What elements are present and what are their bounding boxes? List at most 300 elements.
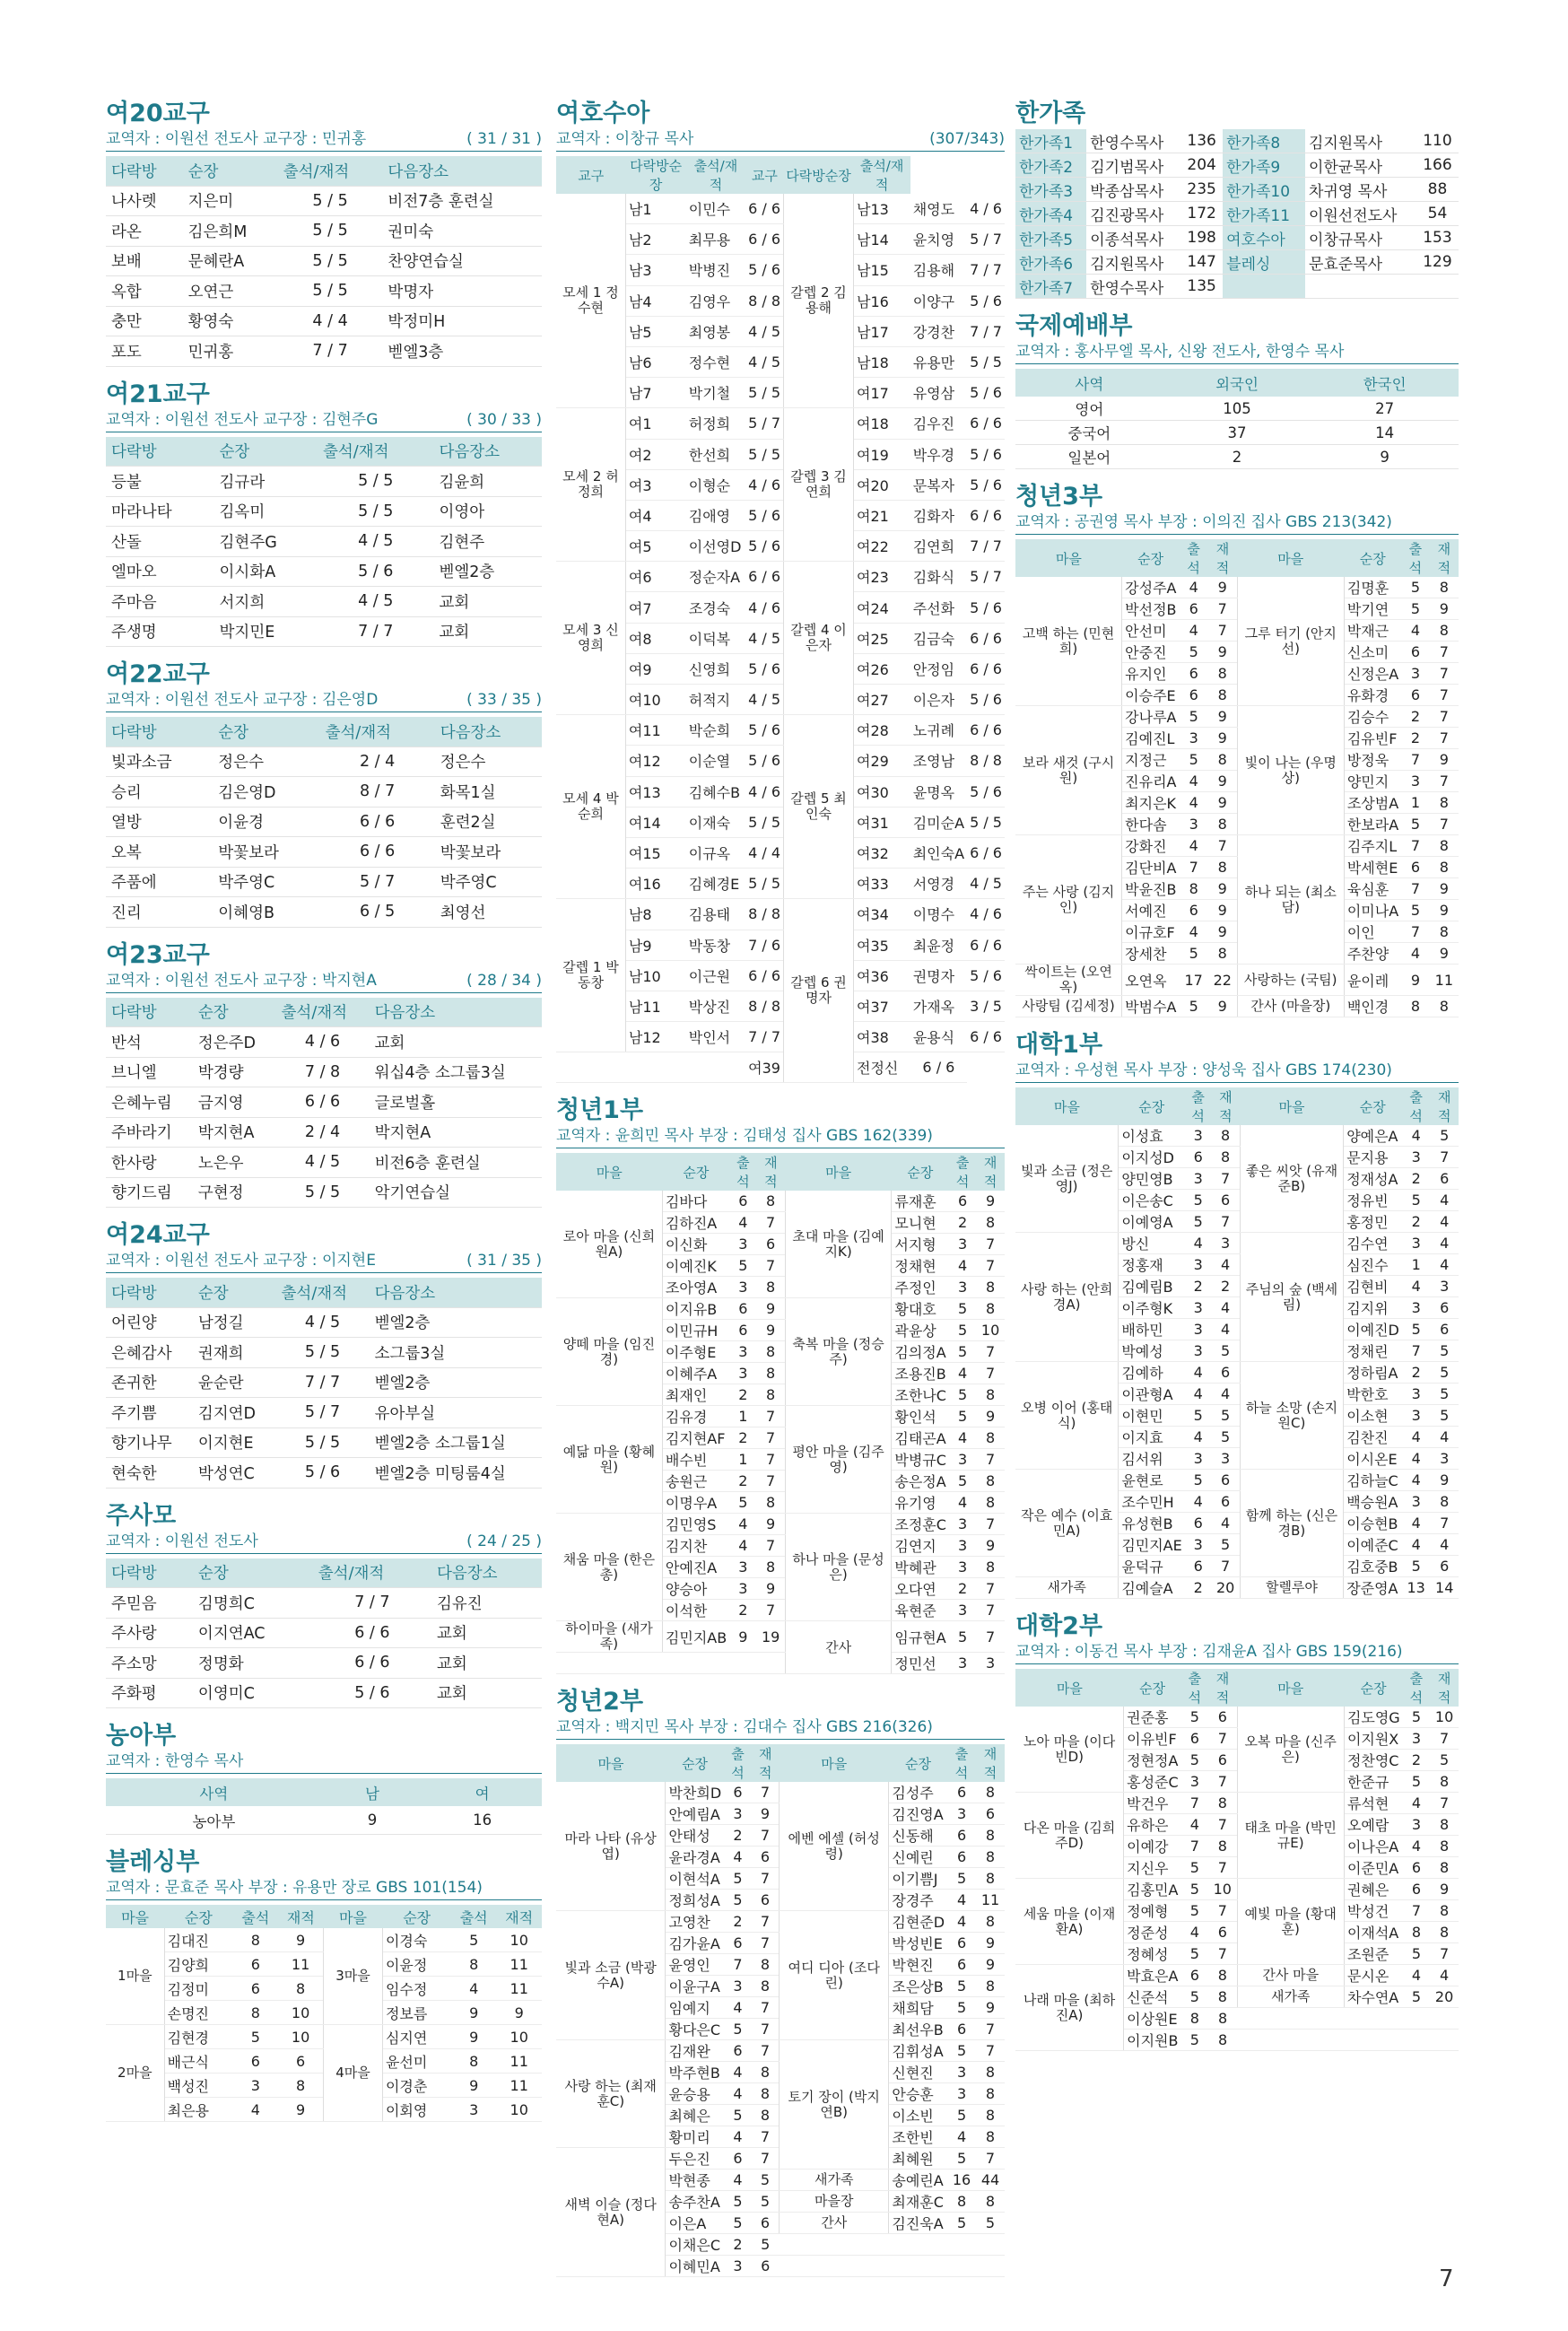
attend-count: 7 <box>1402 1340 1431 1362</box>
table-cell: 이시화A <box>214 556 318 587</box>
table-cell: 2 / 4 <box>320 746 435 777</box>
leader-name: 홍정민 <box>1344 1211 1402 1233</box>
leader-name: 문시온 <box>1344 1965 1402 1986</box>
leader-name: 신준석 <box>1124 1986 1181 2008</box>
cell-code: 여3 <box>625 469 685 500</box>
enroll-count: 8 <box>976 1298 1005 1320</box>
attend-count: 3 <box>947 2083 976 2105</box>
attend-count: 9 <box>729 1621 756 1653</box>
empty-cell <box>686 1052 745 1083</box>
leader-name: 이유빈F <box>1124 1728 1181 1750</box>
attend-count: 8 <box>451 2049 497 2073</box>
table-cell: 글로벌홀 <box>370 1087 542 1118</box>
yeoho-section <box>556 99 1005 1083</box>
group-label: 마을장 <box>780 2191 889 2213</box>
section-info <box>556 1717 1005 1740</box>
attend-count: 4 <box>1180 771 1208 792</box>
column-header: 순장 <box>1119 1087 1185 1125</box>
leader-name: 김지현AF <box>662 1427 729 1449</box>
table-cell: 105 <box>1163 397 1311 421</box>
column-header: 순장 <box>662 1153 729 1191</box>
leader-name: 이미나A <box>1344 900 1401 921</box>
table-cell: 7 / 7 <box>276 1367 370 1398</box>
attend-count: 7 <box>1180 857 1208 878</box>
attend-count: 5 <box>949 1384 976 1406</box>
leader-name: 이승주E <box>1122 685 1180 706</box>
column-header: 순장 <box>183 156 278 186</box>
enroll-count: 11 <box>496 2049 542 2073</box>
column-header: 다음장소 <box>382 156 542 186</box>
attend-count: 2 <box>729 1427 756 1449</box>
table-cell: 교회 <box>431 1678 542 1708</box>
leader-name: 최선우B <box>889 2019 947 2040</box>
column-header: 외국인 <box>1163 369 1311 397</box>
attend-count: 4 <box>1402 1534 1431 1556</box>
table-row <box>1015 577 1459 598</box>
attend-count: 5 <box>724 2105 752 2126</box>
attend-count: 3 <box>949 1449 976 1471</box>
attend-count: 2 <box>724 2234 752 2256</box>
table-cell: 7 / 8 <box>276 1057 370 1087</box>
leader-name: 김민지AE <box>1119 1534 1185 1556</box>
attend-count: 6 <box>233 1977 279 2001</box>
attend-ratio: 5 / 6 <box>745 746 783 776</box>
attend-count: 4 <box>1185 1233 1212 1254</box>
leader-name: 박성건 <box>1344 1900 1402 1922</box>
staff-info: 교역자 : 이원선 전도사 교구장 : 김현주G <box>106 410 379 429</box>
section-title: 여20교구 <box>106 100 210 127</box>
table-cell: 129 <box>1416 250 1459 275</box>
attend-ratio: 7 / 6 <box>745 930 783 960</box>
cell-code: 여18 <box>853 408 910 439</box>
leader-name: 이예강 <box>1124 1836 1181 1857</box>
leader-name: 이덕복 <box>686 623 745 653</box>
group-label: 양떼 마을 (임진경) <box>556 1298 662 1406</box>
enroll-count: 7 <box>976 1255 1005 1277</box>
attend-count: 9 <box>451 2001 497 2025</box>
cell-code: 여25 <box>853 623 910 653</box>
enroll-count: 5 <box>1430 1125 1459 1147</box>
table-row <box>1015 178 1459 202</box>
enroll-count: 6 <box>1430 1319 1459 1340</box>
attend-count: 4 <box>1181 1814 1208 1836</box>
column-header: 다락방 <box>106 1558 193 1588</box>
attend-count: 4 <box>1403 1836 1430 1857</box>
leader-name: 심진수 <box>1344 1254 1402 1276</box>
table-cell: 훈련2실 <box>435 807 542 837</box>
leader-name: 김성주 <box>889 1782 947 1803</box>
table-header-row <box>556 156 1005 194</box>
attend-count: 4 <box>949 1363 976 1384</box>
table-row <box>106 1928 542 1952</box>
attend-count: 3 <box>451 2098 497 2122</box>
column-header: 출석 <box>1181 1669 1208 1707</box>
attend-ratio: 4 / 6 <box>745 776 783 807</box>
enroll-count: 7 <box>1430 663 1459 685</box>
attend-count: 5 <box>729 1255 756 1277</box>
table-cell: 문혜란A <box>183 246 278 276</box>
enroll-count: 10 <box>1208 1879 1237 1900</box>
enroll-count: 8 <box>752 2062 780 2083</box>
attend-count: 4 <box>1181 1922 1208 1943</box>
attend-count: 2 <box>724 1911 752 1933</box>
leader-name: 박범수A <box>1122 996 1180 1017</box>
attend-count: 3 <box>949 1600 976 1621</box>
enroll-count: 14 <box>1430 1577 1459 1599</box>
empty-cell <box>1237 2030 1344 2051</box>
leader-name: 최인숙A <box>910 837 967 868</box>
leader-name: 정유빈 <box>1344 1190 1402 1211</box>
table-cell <box>1416 275 1459 299</box>
leader-name: 이주형K <box>1119 1297 1185 1319</box>
attend-count: 9 <box>1401 965 1429 996</box>
table-row <box>556 194 1005 224</box>
leader-name: 김용태 <box>686 899 745 930</box>
staff-info: 교역자 : 이원선 전도사 교구장 : 박지현A <box>106 971 377 990</box>
enroll-count: 8 <box>976 1277 1005 1298</box>
enroll-count: 11 <box>1430 965 1459 996</box>
leader-name: 김진욱A <box>889 2213 947 2234</box>
attend-count: 6 <box>1403 1857 1430 1879</box>
attendance-count: ( 24 / 25 ) <box>466 1532 542 1550</box>
table-cell: 화목1실 <box>435 777 542 808</box>
column-header: 여 <box>422 1778 542 1806</box>
enroll-count: 8 <box>1430 1857 1459 1879</box>
middle-column <box>556 99 1005 2290</box>
table-header-row <box>106 1905 542 1928</box>
table-cell: 한가족8 <box>1223 129 1305 153</box>
leader-name: 최윤정 <box>910 930 967 960</box>
table-header-row <box>106 717 542 746</box>
enroll-count: 4 <box>1212 1254 1241 1276</box>
leader-name: 박세현E <box>1344 857 1401 878</box>
table-cell: 은혜누림 <box>106 1087 193 1118</box>
column-header: 다락방순장 <box>625 156 685 194</box>
enroll-count: 8 <box>756 1492 785 1514</box>
leader-name: 김지찬 <box>662 1535 729 1557</box>
attend-count: 8 <box>1181 2008 1208 2030</box>
attend-count: 3 <box>1403 1814 1430 1836</box>
attend-count: 4 <box>1180 577 1208 598</box>
group-label: 모세 1 정수현 <box>556 194 625 408</box>
empty-cell <box>662 1653 729 1674</box>
table-cell: 5 / 5 <box>276 1177 370 1208</box>
attend-count: 5 <box>947 1976 976 1997</box>
attend-ratio: 4 / 6 <box>745 469 783 500</box>
enroll-count: 8 <box>1208 1836 1237 1857</box>
cell-code: 여9 <box>625 653 685 684</box>
leader-name: 김가윤A <box>666 1933 724 1954</box>
table-row <box>556 1514 1005 1535</box>
table-cell: 한가족5 <box>1015 226 1086 250</box>
table-cell: 한가족2 <box>1015 153 1086 178</box>
enroll-count: 7 <box>756 1406 785 1427</box>
table-cell: 한가족1 <box>1015 129 1086 153</box>
enroll-count: 9 <box>1430 598 1459 620</box>
table-row <box>106 336 542 367</box>
attend-count: 3 <box>949 1277 976 1298</box>
leader-name: 이회영 <box>382 2098 450 2122</box>
leader-name: 서영경 <box>910 869 967 899</box>
enroll-count: 7 <box>1208 1857 1237 1879</box>
enroll-count: 4 <box>1212 1384 1241 1405</box>
group-label: 사랑팀 (김세정) <box>1015 996 1122 1017</box>
empty-cell <box>780 2256 889 2277</box>
attend-ratio: 5 / 7 <box>967 562 1005 592</box>
district-table <box>106 156 542 367</box>
column-header: 순장 <box>666 1744 724 1782</box>
leader-name: 김주지L <box>1344 835 1401 857</box>
column-header: 순장 <box>1344 1669 1402 1707</box>
group-label: 평안 마을 (김주영) <box>785 1406 892 1514</box>
table-row <box>106 1648 542 1679</box>
enroll-count: 7 <box>756 1471 785 1492</box>
attend-ratio: 7 / 7 <box>967 531 1005 562</box>
enroll-count: 8 <box>752 2083 780 2105</box>
leader-name: 이예진K <box>662 1255 729 1277</box>
column-header: 순장 <box>1122 539 1180 577</box>
attend-count: 4 <box>729 1514 756 1535</box>
group-label: 사랑하는 (국팀) <box>1237 965 1344 996</box>
table-row <box>1015 153 1459 178</box>
table-header-row <box>1015 1087 1459 1125</box>
table-cell: 이혜영B <box>213 897 319 928</box>
leader-name: 이소빈 <box>889 2105 947 2126</box>
leader-name: 조경숙 <box>686 592 745 623</box>
enroll-count: 5 <box>1212 1534 1241 1556</box>
enroll-count: 8 <box>1430 1836 1459 1857</box>
cell-code: 남14 <box>853 224 910 255</box>
enroll-count: 7 <box>756 1600 785 1621</box>
table-cell: 4 / 5 <box>318 587 433 617</box>
cell-code: 여13 <box>625 776 685 807</box>
leader-name: 장준영A <box>1344 1577 1402 1599</box>
college2-section <box>1015 1611 1459 2051</box>
enroll-count: 9 <box>1208 792 1237 814</box>
enroll-count: 8 <box>976 1868 1005 1890</box>
attend-count: 3 <box>949 1234 976 1255</box>
attend-count: 5 <box>1401 577 1429 598</box>
enroll-count: 9 <box>1208 771 1237 792</box>
table-row <box>556 1406 1005 1427</box>
attend-count: 6 <box>1185 1513 1212 1534</box>
table-cell: 승리 <box>106 777 213 808</box>
table-cell: 5 / 5 <box>278 186 383 216</box>
attend-count: 4 <box>724 1997 752 2019</box>
enroll-count: 7 <box>1430 706 1459 728</box>
table-cell: 교회 <box>370 1027 542 1058</box>
table-cell: 김유진 <box>431 1588 542 1619</box>
table-row <box>106 1806 542 1835</box>
leader-name: 김혜수B <box>686 776 745 807</box>
enroll-count: 10 <box>278 2025 324 2049</box>
leader-name: 두은진 <box>666 2148 724 2169</box>
attend-ratio: 6 / 6 <box>967 408 1005 439</box>
table-cell: 김현주 <box>433 527 542 557</box>
attend-count: 4 <box>1402 1125 1431 1147</box>
enroll-count: 5 <box>1212 1340 1241 1362</box>
enroll-count: 7 <box>756 1255 785 1277</box>
enroll-count: 8 <box>976 1782 1005 1803</box>
attend-count: 4 <box>1402 1470 1431 1491</box>
leader-name: 신영희 <box>686 653 745 684</box>
attend-ratio: 5 / 6 <box>745 653 783 684</box>
attend-ratio: 5 / 6 <box>745 500 783 530</box>
section-info <box>556 1126 1005 1148</box>
cell-code: 여30 <box>853 776 910 807</box>
section-title: 청년1부 <box>556 1096 644 1125</box>
enroll-count: 8 <box>278 2073 324 2098</box>
column-header: 출석 <box>729 1153 756 1191</box>
leader-name: 김재완 <box>666 2040 724 2062</box>
enroll-count: 8 <box>1430 792 1459 814</box>
enroll-count: 10 <box>496 2098 542 2122</box>
group-label: 오복 마을 (신주은) <box>1237 1707 1344 1793</box>
enroll-count: 9 <box>976 1954 1005 1976</box>
table-cell: 김옥미 <box>214 496 318 527</box>
attend-count: 8 <box>947 2191 976 2213</box>
leader-name: 한보라A <box>1344 814 1401 835</box>
leader-name: 주선화 <box>910 592 967 623</box>
group-label: 할렐루야 <box>1240 1577 1343 1599</box>
attend-count: 7 <box>1401 835 1429 857</box>
group-table <box>556 1744 1005 2277</box>
column-header: 다락방 <box>106 717 213 746</box>
cell-code: 여6 <box>625 562 685 592</box>
attend-ratio: 7 / 7 <box>745 1022 783 1052</box>
column-header: 마을 <box>1240 1087 1343 1125</box>
enroll-count: 8 <box>1430 577 1459 598</box>
table-row <box>1015 965 1459 996</box>
table-cell: 박꽃보라 <box>213 837 319 868</box>
attend-ratio: 5 / 6 <box>967 469 1005 500</box>
attend-count: 6 <box>1180 685 1208 706</box>
table-cell: 정은수 <box>435 746 542 777</box>
attend-count: 2 <box>1403 1750 1430 1771</box>
attend-count: 5 <box>1180 642 1208 663</box>
column-header: 재적 <box>1430 539 1459 577</box>
leader-name: 이예진D <box>1344 1319 1402 1340</box>
enroll-count: 7 <box>976 1621 1005 1653</box>
attend-ratio: 8 / 8 <box>967 746 1005 776</box>
enroll-count: 7 <box>1430 1943 1459 1965</box>
district-table <box>106 998 542 1209</box>
leader-name: 김단비A <box>1122 857 1180 878</box>
enroll-count: 9 <box>1430 878 1459 900</box>
column-header: 재적 <box>496 1905 542 1928</box>
attend-count: 5 <box>1181 1707 1208 1728</box>
attend-count: 3 <box>949 1535 976 1557</box>
table-cell: 현숙한 <box>106 1458 193 1489</box>
attend-count: 6 <box>947 1825 976 1846</box>
leader-name: 윤승용 <box>666 2083 724 2105</box>
leader-name: 신현진 <box>889 2062 947 2083</box>
table-cell: 여호수아 <box>1223 226 1305 250</box>
column-header: 재적 <box>1212 1087 1241 1125</box>
table-cell: 향기드림 <box>106 1177 193 1208</box>
leader-name: 조한빈 <box>889 2126 947 2148</box>
leader-name: 유하은 <box>1124 1814 1181 1836</box>
attend-ratio: 4 / 5 <box>745 623 783 653</box>
leader-name: 김연희 <box>910 531 967 562</box>
table-row <box>1015 129 1459 153</box>
leader-name: 정재성A <box>1344 1168 1402 1190</box>
youth2-section <box>556 1687 1005 2277</box>
attend-count: 5 <box>1180 996 1208 1017</box>
leader-name: 최영봉 <box>686 316 745 346</box>
leader-name: 유성현B <box>1119 1513 1185 1534</box>
section-info <box>106 971 542 993</box>
table-cell: 김기범목사 <box>1086 153 1180 178</box>
column-header: 남 <box>322 1778 422 1806</box>
attend-count: 5 <box>1181 1879 1208 1900</box>
attend-count: 6 <box>724 2040 752 2062</box>
district-section <box>106 99 542 367</box>
table-cell: 88 <box>1416 178 1459 202</box>
table-cell: 존귀한 <box>106 1367 193 1398</box>
cell-code: 여4 <box>625 500 685 530</box>
enroll-count: 9 <box>1208 577 1237 598</box>
section-title: 국제예배부 <box>1015 312 1133 340</box>
leader-name: 백승원A <box>1344 1491 1402 1513</box>
enroll-count: 10 <box>496 1928 542 1952</box>
leader-name: 김화자 <box>910 500 967 530</box>
district-section <box>106 1501 542 1709</box>
cell-code: 여15 <box>625 837 685 868</box>
table-cell: 반석 <box>106 1027 193 1058</box>
leader-name: 김진영A <box>889 1803 947 1825</box>
staff-info: 교역자 : 공권영 목사 부장 : 이의진 집사 GBS 213(342) <box>1015 513 1392 531</box>
youth1-section <box>556 1096 1005 1674</box>
leader-name: 노귀례 <box>910 715 967 746</box>
table-cell: 이지현E <box>193 1427 276 1458</box>
group-label: 채움 마을 (한은총) <box>556 1514 662 1621</box>
staff-info: 교역자 : 백지민 목사 부장 : 김대수 집사 GBS 216(326) <box>556 1718 933 1737</box>
attend-count: 4 <box>233 2098 279 2122</box>
table-cell: 권재희 <box>193 1338 276 1368</box>
leader-name: 최은용 <box>164 2098 232 2122</box>
leader-name: 이지유B <box>662 1298 729 1320</box>
enroll-count: 6 <box>1208 1707 1237 1728</box>
column-header: 마을 <box>780 1744 889 1782</box>
table-cell: 최영선 <box>435 897 542 928</box>
table-cell: 주소망 <box>106 1648 193 1679</box>
attend-count: 7 <box>1401 878 1429 900</box>
enroll-count: 9 <box>1430 1879 1459 1900</box>
leader-name: 이근원 <box>686 960 745 991</box>
cell-code: 여39 <box>745 1052 783 1083</box>
table-cell: 브니엘 <box>106 1057 193 1087</box>
leader-name: 장세찬 <box>1122 943 1180 965</box>
leader-name: 이혜민A <box>666 2256 724 2277</box>
attend-count: 5 <box>1403 1943 1430 1965</box>
cell-code: 남6 <box>625 346 685 377</box>
enroll-count: 4 <box>1430 1427 1459 1448</box>
enroll-count: 44 <box>976 2169 1005 2191</box>
table-cell: 라온 <box>106 216 183 247</box>
attend-ratio: 7 / 7 <box>967 316 1005 346</box>
leader-name: 임수정 <box>382 1977 450 2001</box>
group-label: 다온 마을 (김희주D) <box>1015 1793 1124 1879</box>
table-row <box>106 1367 542 1398</box>
enroll-count: 7 <box>976 2040 1005 2062</box>
attend-count: 17 <box>1180 965 1208 996</box>
attend-count: 6 <box>947 1954 976 1976</box>
table-cell: 주마음 <box>106 587 214 617</box>
enroll-count: 8 <box>1208 749 1237 771</box>
leader-name: 이기쁨J <box>889 1868 947 1890</box>
enroll-count: 7 <box>752 2148 780 2169</box>
